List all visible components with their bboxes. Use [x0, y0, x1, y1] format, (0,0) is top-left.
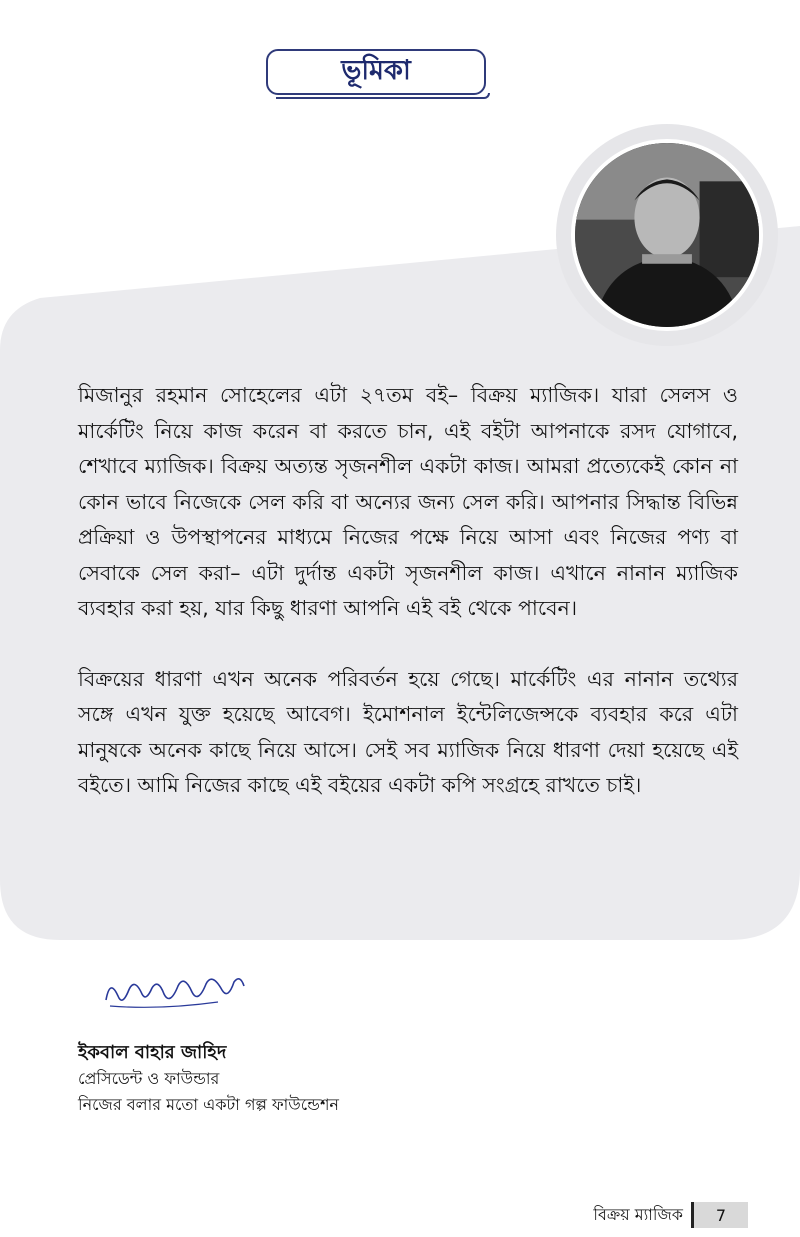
handwritten-signature [100, 966, 250, 1014]
author-photo-frame [556, 124, 778, 346]
author-photo [571, 139, 763, 331]
section-title: ভূমিকা [341, 54, 411, 86]
signer-role: প্রেসিডেন্ট ও ফাউন্ডার [78, 1069, 220, 1088]
signer-organization: নিজের বলার মতো একটা গল্প ফাউন্ডেশন [78, 1095, 339, 1114]
signer-name: ইকবাল বাহার জাহিদ [78, 1042, 227, 1063]
page-footer [593, 1200, 748, 1230]
paragraph-2: বিক্রয়ের ধারণা এখন অনেক পরিবর্তন হয়ে গেছে। মার্কেটিং এর নানান তথ্যের সঙ্গে এখন যুক্ত হয়েছে আবেগ। ইমোশনাল ইন্টেলিজেন্সকে ব্যবহার করে এটা মানুষকে অনেক কাছে নিয়ে আসে। সেই সব ম্যাজিক নিয়ে ধারণা দেয়া হয়েছে এই বইতে। আমি নিজের কাছে এই বইয়ের একটা কপি সংগ্রহে রাখতে চাই। [78, 666, 738, 797]
page-number: 7 [694, 1202, 748, 1228]
section-title-box [266, 49, 486, 95]
footer-book-title: বিক্রয় ম্যাজিক [593, 1204, 683, 1224]
paragraph-1: মিজানুর রহমান সোহেলের এটা ২৭তম বই– বিক্রয় ম্যাজিক। যারা সেলস ও মার্কেটিং নিয়ে কাজ করেন বা করতে চান, এই বইটা আপনাকে রসদ যোগাবে, শেখাবে ম্যাজিক। বিক্রয় অত্যন্ত সৃজনশীল একটা কাজ। আমরা প্রত্যেকেই কোন না কোন ভাবে নিজেকে সেল করি বা অন্যের জন্য সেল করি। আপনার সিদ্ধান্ত বিভিন্ন প্রক্রিয়া ও উপস্থাপনের মাধ্যমে নিজের পক্ষে নিয়ে আসা এবং নিজের পণ্য বা সেবাকে সেল করা– এটা দুর্দান্ত একটা সৃজনশীল কাজ। এখানে নানান ম্যাজিক ব্যবহার করা হয়, যার কিছু ধারণা আপনি এই বই থেকে পাবেন। [78, 383, 738, 620]
introduction-text [78, 378, 738, 839]
